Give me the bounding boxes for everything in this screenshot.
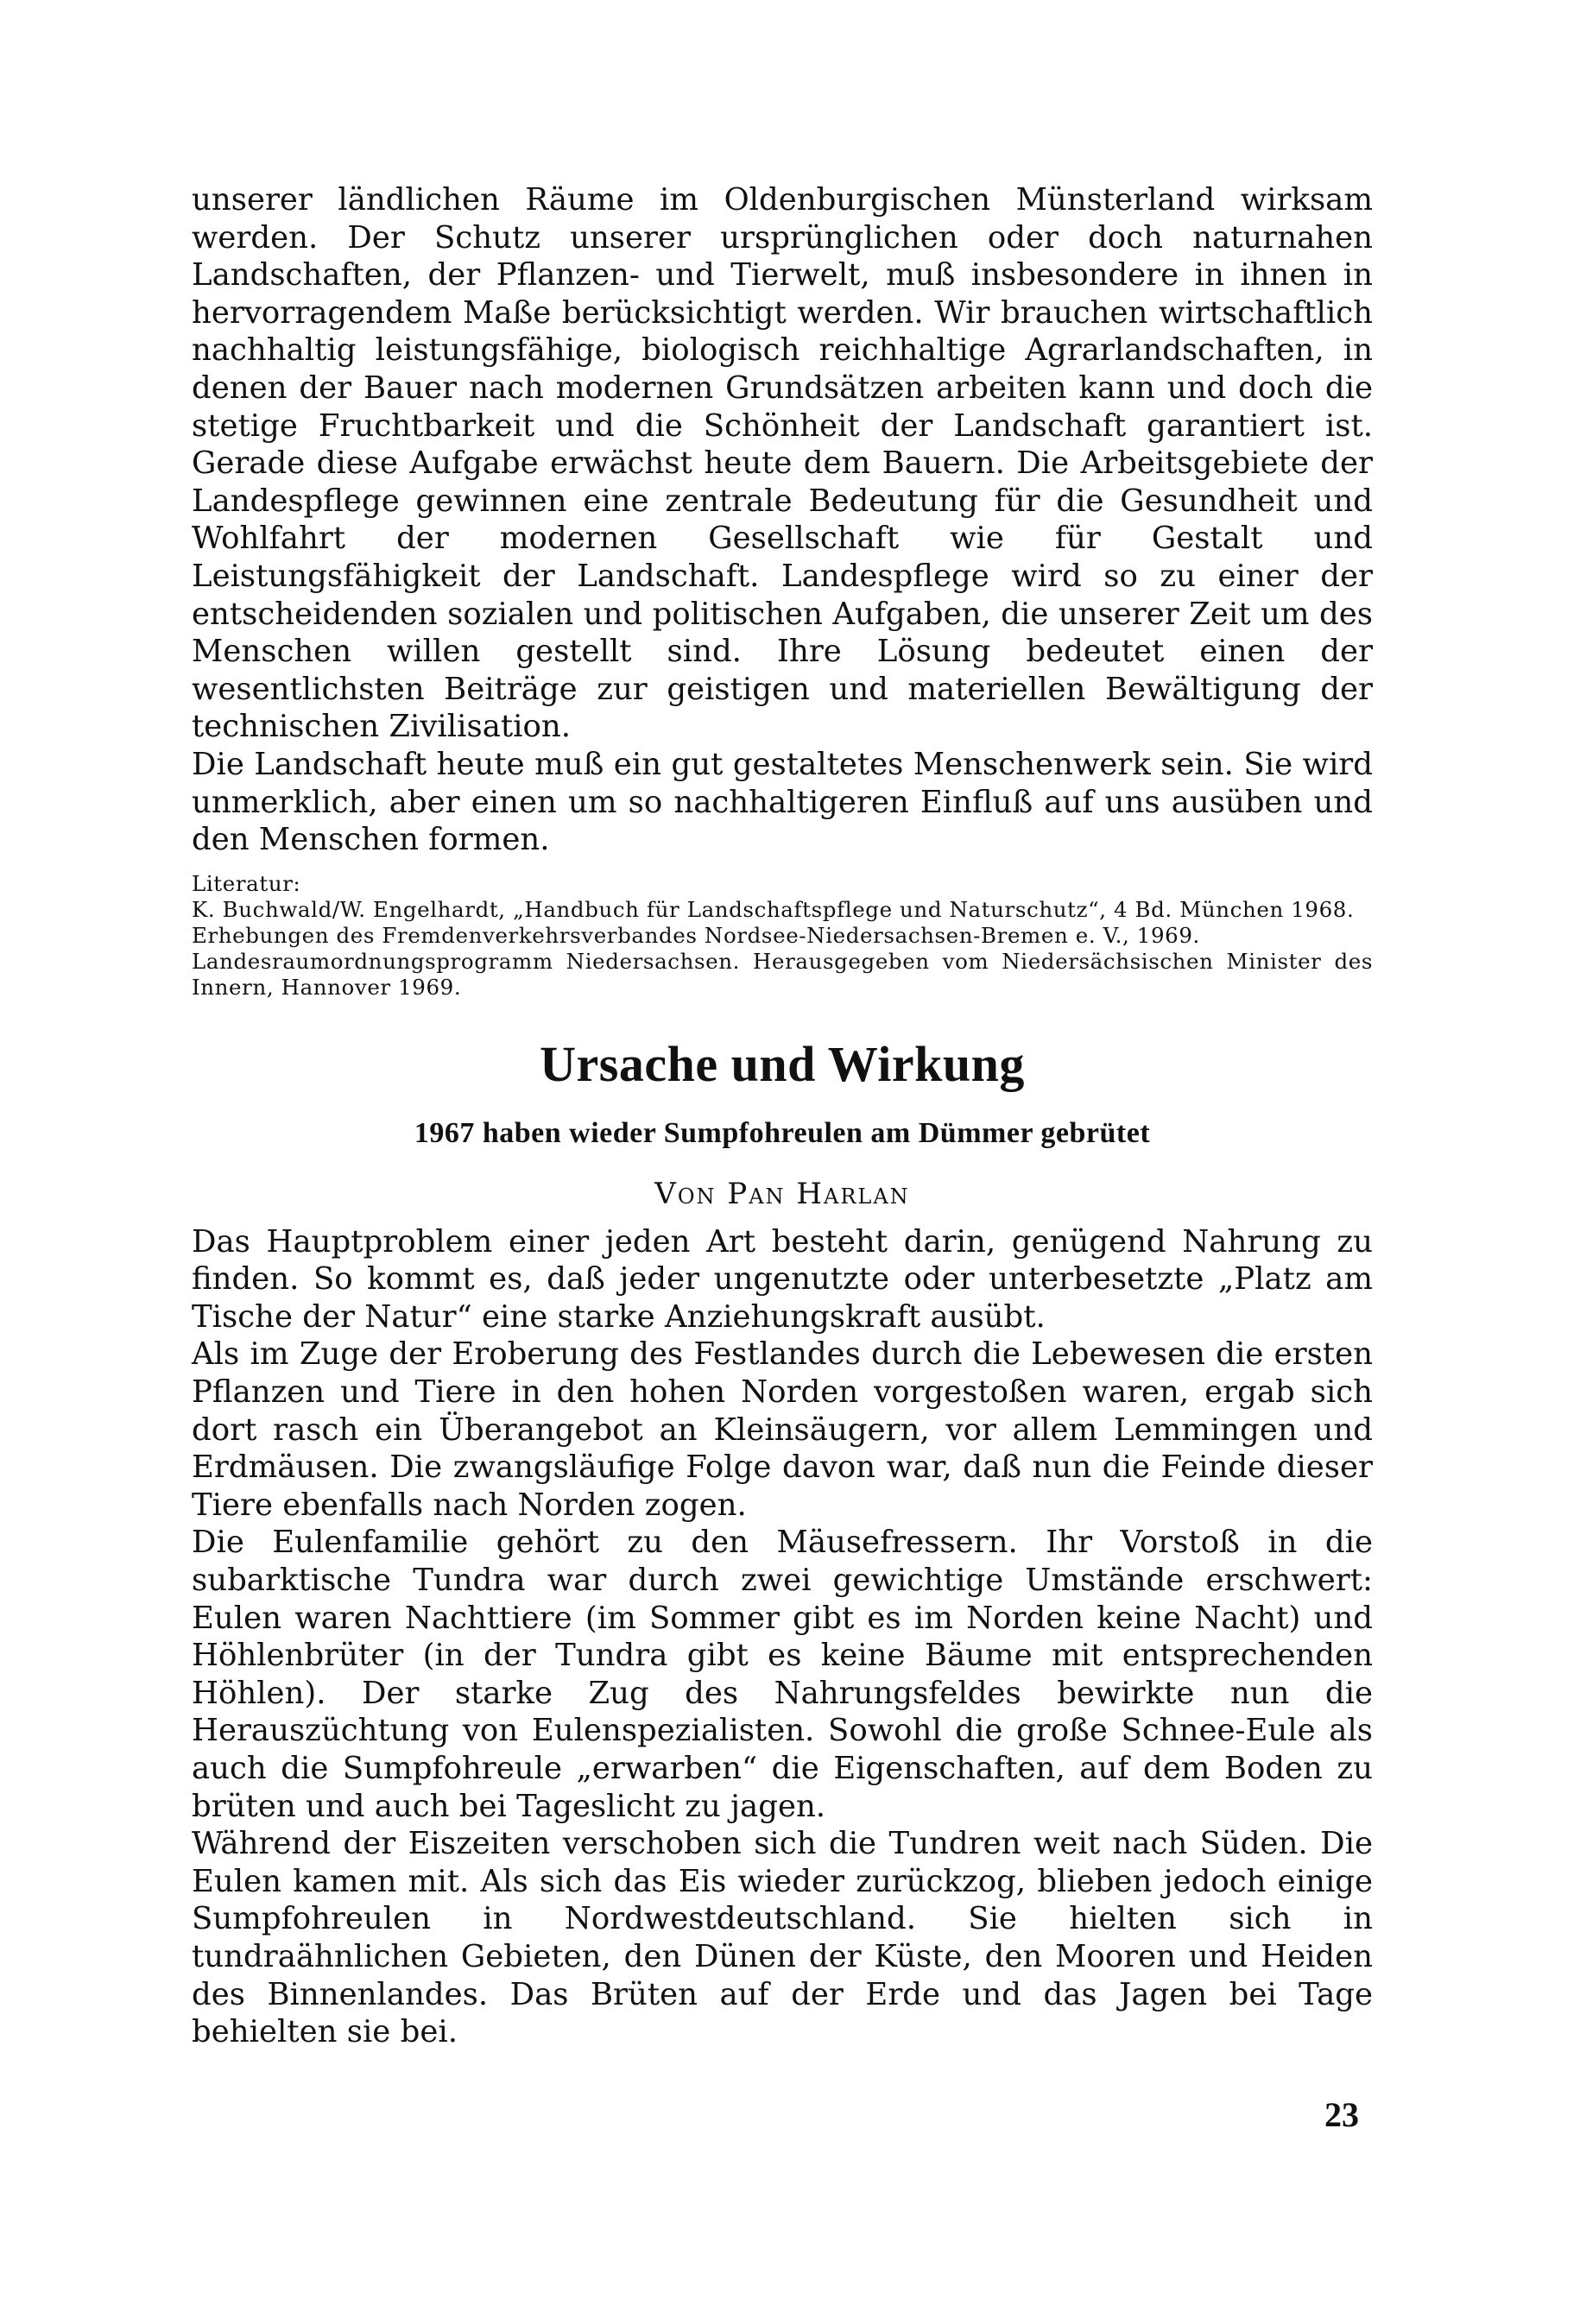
article-author: Von Pan Harlan: [654, 1176, 910, 1211]
body-paragraph: Die Landschaft heute muß ein gut gestaltetes Menschenwerk sein. Sie wird unmerklich, aber einen um so nachhaltigeren Einfluß auf uns ausüben und den Menschen formen.: [192, 746, 1373, 858]
article-paragraph: Die Eulenfamilie gehört zu den Mäusefressern. Ihr Vorstoß in die subarktische Tundra war durch zwei gewichtige Umstände erschwert: Eulen waren Nachttiere (im Sommer gibt es im Norden keine Nacht) und Höhlenbrüter (in der Tundra gibt es keine Bäume mit entsprechenden Höhlen). Der starke Zug des Nahrungsfeldes bewirkte nun die Herauszüchtung von Eulenspezialisten. Sowohl die große Schnee-Eule als auch die Sumpfohreule „erwarben“ die Eigenschaften, auf dem Boden zu brüten und auch bei Tageslicht zu jagen.: [192, 1525, 1373, 1824]
article-paragraph: Als im Zuge der Eroberung des Festlandes durch die Lebewesen die ersten Pflanzen und Tiere in den hohen Norden vorgestoßen waren, ergab sich dort rasch ein Überangebot an Kleinsäugern, vor allem Lemmingen und Erdmäusen. Die zwangsläufige Folge davon war, daß nun die Feinde dieser Tiere ebenfalls nach Norden zogen.: [192, 1336, 1373, 1523]
page-number: 23: [1324, 2095, 1359, 2134]
article-subtitle: 1967 haben wieder Sumpfohreulen am Dümmer gebrütet: [414, 1116, 1151, 1149]
literature-entry: Erhebungen des Fremdenverkehrsverbandes Nordsee-Niedersachsen-Bremen e. V., 1969.: [192, 922, 1200, 948]
page-content: [192, 181, 1373, 2051]
article-paragraph: Das Hauptproblem einer jeden Art besteht darin, genügend Nahrung zu finden. So kommt es, daß jeder ungenutzte oder unterbesetzte „Platz am Tische der Natur“ eine starke Anziehungskraft ausübt.: [192, 1223, 1373, 1335]
literature-entry: K. Buchwald/W. Engelhardt, „Handbuch für Landschaftspflege und Naturschutz“, 4 Bd. München 1968.: [192, 896, 1355, 922]
body-paragraph: unserer ländlichen Räume im Oldenburgischen Münsterland wirksam werden. Der Schutz unserer ursprünglichen oder doch naturnahen Landschaften, der Pflanzen- und Tierwelt, muß insbesondere in ihnen in hervorragendem Maße berücksichtigt werden. Wir brauchen wirtschaftlich nachhaltig leistungsfähige, biologisch reichhaltige Agrarlandschaften, in denen der Bauer nach modernen Grundsätzen arbeiten kann und doch die stetige Fruchtbarkeit und die Schönheit der Landschaft garantiert ist. Gerade diese Aufgabe erwächst heute dem Bauern. Die Arbeitsgebiete der Landespflege gewinnen eine zentrale Bedeutung für die Gesundheit und Wohlfahrt der modernen Gesellschaft wie für Gestalt und Leistungsfähigkeit der Landschaft. Landespflege wird so zu einer der entscheidenden sozialen und politischen Aufgaben, die unserer Zeit um des Menschen willen gestellt sind. Ihre Lösung bedeutet einen der wesentlichsten Beiträge zur geistigen und materiellen Bewältigung der technischen Zivilisation.: [192, 182, 1373, 745]
literature-heading: Literatur:: [192, 870, 301, 896]
literature-section: [192, 871, 1373, 1001]
literature-entry: Landesraumordnungsprogramm Niedersachsen. Herausgegeben vom Niedersächsischen Minister des Innern, Hannover 1969.: [192, 948, 1373, 1000]
article-title: Ursache und Wirkung: [540, 1035, 1025, 1092]
article-paragraph: Während der Eiszeiten verschoben sich die Tundren weit nach Süden. Die Eulen kamen mit. Als sich das Eis wieder zurückzog, blieben jedoch einige Sumpfohreulen in Nordwestdeutschland. Sie hielten sich in tundraähnlichen Gebieten, den Dünen der Küste, den Mooren und Heiden des Binnenlandes. Das Brüten auf der Erde und das Jagen bei Tage behielten sie bei.: [192, 1826, 1373, 2050]
